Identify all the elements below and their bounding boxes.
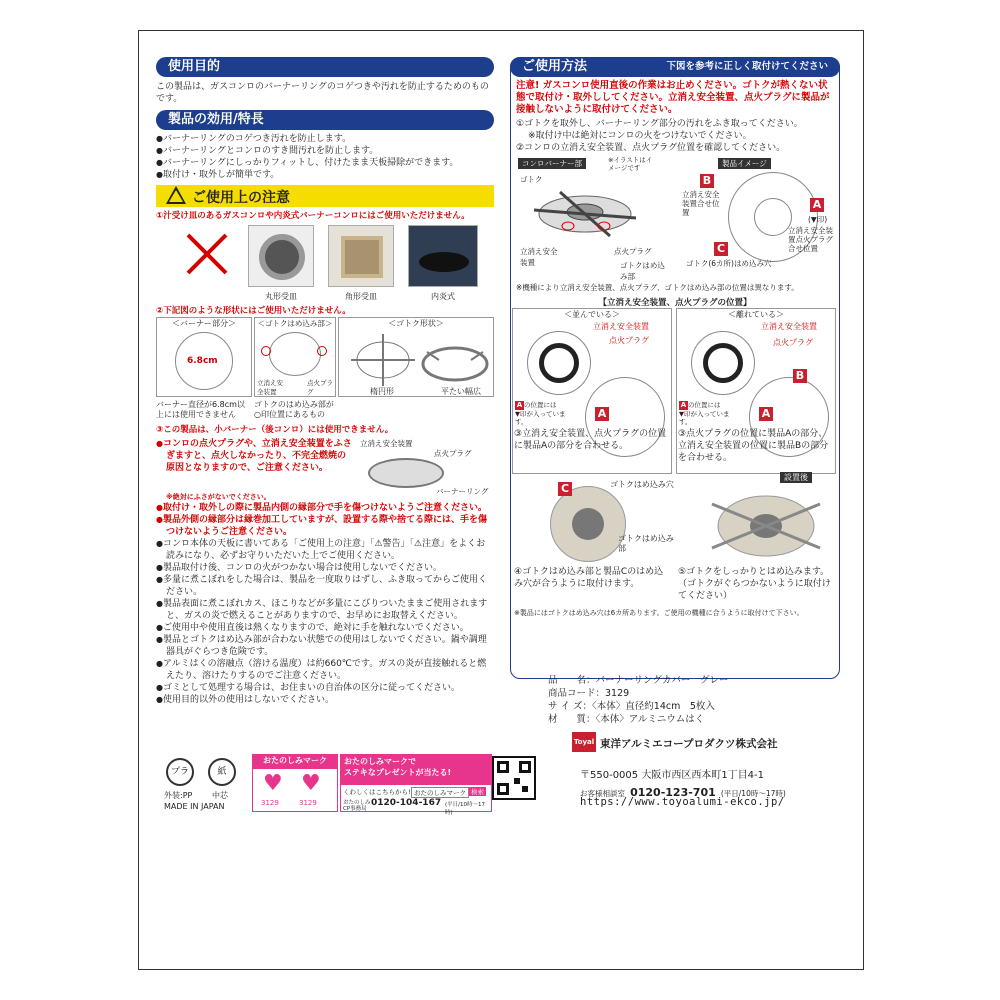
gotoku-label: ゴトク — [520, 175, 543, 184]
phone-hours: (平日/10時～17時) — [720, 789, 786, 798]
step-1: ①ゴトクを取外し、バーナーリング部分の汚れをふき取ってください。 — [516, 119, 803, 129]
inner-flame-photo — [408, 225, 478, 287]
note-item: ● 製品取付け後、コンロの火がつかない場合は使用しないでください。 — [156, 562, 494, 574]
mark-code-1: 3129 — [261, 799, 279, 807]
step-2: ②コンロの立消え安全装置、点火プラグ位置を確認してください。 — [516, 143, 786, 153]
caution-1: ①汁受け皿のあるガスコンロや内炎式バーナーコンロにはご使用いただけません。 — [156, 211, 470, 221]
konro-label: コンロバーナー部 — [518, 158, 586, 169]
spec-row: 商品コード：3129 — [548, 688, 630, 699]
pos-plug-1: 点火プラグ — [609, 336, 649, 345]
usage-red-note: 注意! ガスコンロ使用直後の作業はお止めください。ゴトクが熱くない状態で取付け・取外ししてください。立消え安全装置、点火プラグに製品が接触しないように取付けてください。 — [516, 80, 830, 115]
caution-images — [156, 225, 494, 305]
note-item: ● 製品表面に煮こぼれカス、ほこりなどが多量にこびりついたままご使用されますと、ガスの炎で燃えることがありますので、お早めにお取替えください。 — [156, 598, 494, 622]
plug-label: 点火プラグ — [614, 247, 652, 256]
note-item: ● コンロ本体の天板に書いてある「ご使用上の注意」「⚠警告」「⚠注意」をよくお読みになり、必ずお守りいただいた上でご使用ください。 — [156, 538, 494, 562]
step-5: ⑤ゴトクをしっかりとはめ込みます。（ゴトクがぐらつかないように取付けてください） — [678, 567, 831, 601]
pos-safety-2: 立消え安全装置 — [761, 322, 817, 331]
safety-label: 立消え安全装置 — [520, 247, 558, 267]
purpose-text: この製品は、ガスコンロのバーナーリングのコゲつきや汚れを防止するためのものです。 — [156, 82, 489, 104]
note-item: ● アルミはくの溶融点（溶ける温度）は約660℃です。ガスの炎が直接触れると燃えたり、溶けたりするのでご注意ください。 — [156, 658, 494, 682]
shape-flat-label: 平たい幅広 — [441, 387, 481, 396]
warning-icon — [166, 186, 186, 204]
plug-small: 点火プラグ — [307, 379, 333, 396]
warn-plug: ● コンロの点火プラグや、立消え安全装置をふさぎますと、点火しなかったり、不完全燃焼の原因となりますので、ご注意ください。 — [156, 438, 352, 474]
recycle-paper: 中芯 — [212, 791, 228, 800]
feature-item: ● 取付け・取外しが簡単です。 — [156, 169, 494, 181]
illus-note: ※イラストはイメージです — [608, 156, 653, 172]
tag-a: A — [810, 198, 824, 212]
burner-part-label: ＜バーナー部分＞ — [172, 319, 236, 328]
step-3b: ③点火プラグの位置に製品Aの部分、立消え安全装置の位置に製品Bの部分を合わせる。 — [678, 429, 829, 463]
six-note: ※製品にはゴトクはめ込み穴は6カ所あります。ご使用の機種に合うように取付けて下さい。 — [514, 609, 804, 617]
tag-a: A — [595, 407, 609, 421]
company-name: 東洋アルミエコープロダクツ株式会社 — [600, 738, 778, 750]
gotoku-hole-2: ゴトクはめ込み穴 — [610, 480, 674, 489]
promo-banner — [340, 754, 492, 784]
step-3: ③立消え安全装置、点火プラグの位置に製品Aの部分を合わせる。 — [514, 429, 667, 451]
promo-info-box — [340, 784, 492, 816]
promo-info: くわしくはこちらから! — [343, 788, 411, 796]
installed-figure — [706, 484, 826, 564]
burner-ring-figure — [368, 458, 444, 488]
tag-b: B — [700, 174, 714, 188]
pos-plug-2: 点火プラグ — [773, 338, 813, 347]
c-label: ゴトク(6カ所)はめ込み穴 — [686, 259, 772, 268]
right-column — [510, 57, 840, 618]
recycle-pp: 外装:PP — [164, 791, 193, 800]
address: 〒550-0005 大阪市西区西本町1丁目4-1 — [580, 770, 765, 781]
gotoku-note: ゴトクのはめ込み部が○印位置にあるもの — [254, 400, 334, 419]
round-tray-photo — [248, 225, 314, 287]
spec-block — [548, 674, 838, 726]
shape-oval-label: 楕円形 — [370, 387, 394, 396]
promo-phone: 0120-104-167 — [371, 798, 442, 808]
feature-item: ● バーナーリングとコンロのすき間汚れを防止します。 — [156, 145, 494, 157]
product-image-label: 製品イメージ — [718, 158, 771, 169]
caution-3: ③この製品は、小バーナー（後コンロ）には使用できません。 — [156, 425, 394, 435]
promo-line-2: ステキなプレゼントが当たる! — [344, 768, 452, 777]
feature-item: ● バーナーリングのコゲつき汚れを防止します。 — [156, 133, 494, 145]
shape-diagrams — [156, 317, 494, 427]
feature-item: ● バーナーリングにしっかりフィットし、付けたまま天板掃除ができます。 — [156, 157, 494, 169]
safety-small: 立消え安全装置 — [257, 379, 283, 396]
left-column — [156, 57, 494, 706]
heart-icon: ♥ — [263, 771, 283, 796]
gotoku-hole-label: ゴトクはめ込み部 — [620, 261, 665, 281]
position-title: 【立消え安全装置、点火プラグの位置】 — [598, 298, 752, 308]
burner-note: バーナー直径が6.8cm以上には使用できません — [156, 400, 245, 419]
spec-row: サ イ ズ：〈本体〉直径約14cm 5枚入 — [548, 701, 715, 712]
mark-box — [252, 768, 338, 812]
gotoku-shape-box — [338, 317, 494, 397]
note-item: ● 製品とゴトクはめ込み部が合わない状態での使用はしないでください。鍋や調理器具がぐらつき危険です。 — [156, 634, 494, 658]
tag-c: C — [558, 482, 572, 496]
apart-label: ＜離れている＞ — [728, 310, 784, 319]
step-1-note: ※取付け中は絶対にコンロの火をつけないでください。 — [528, 131, 752, 141]
caution-title: ご使用上の注意 — [192, 190, 290, 206]
b-label: 立消え安全装置合せ位置 — [682, 190, 720, 217]
gotoku-shape-label: ＜ゴトク形状＞ — [388, 319, 444, 328]
promo-search-btn: 検索 — [471, 788, 484, 796]
plug-warning-block — [156, 438, 494, 500]
square-tray-photo — [328, 225, 394, 287]
caution-2: ②下記図のような形状にはご使用いただけません。 — [156, 306, 351, 316]
pos-safety-1: 立消え安全装置 — [593, 322, 649, 331]
gotoku-part-box — [254, 317, 336, 397]
note-item: ● ご使用中や使用直後は熱くなりますので、絶対に手を触れないでください。 — [156, 622, 494, 634]
tag-b: B — [793, 369, 807, 383]
features-title: 製品の効用/特長 — [156, 110, 494, 130]
fig-safety: 立消え安全装置 — [360, 439, 413, 448]
spec-row: 材 質：〈本体〉アルミニウムはく — [548, 714, 705, 725]
burner-diagram — [510, 154, 840, 282]
warn-item: ● 取付け・取外しの際に製品内側の縁部分で手を傷つけないようご注意ください。 — [156, 502, 494, 514]
fig-plug: 点火プラグ — [434, 449, 472, 458]
consult-label: お客様相談室 — [580, 789, 625, 798]
a-label-2: 立消え安全装置点火プラグ合せ位置 — [788, 226, 833, 253]
mark-title: おたのしみマーク — [252, 754, 338, 768]
warn-item: ● 製品外側の縁部分は縁巻加工していますが、設置する際や捨てる際には、手を傷つけないようご注意ください。 — [156, 514, 494, 538]
usage-title: ご使用方法 下図を参考に正しく取付けてください — [510, 57, 840, 77]
features-list — [156, 133, 494, 181]
step-4: ④ゴトクはめ込み部と製品Cのはめ込み穴が合うように取付けます。 — [514, 567, 664, 589]
a-label-1: (▼印) — [808, 215, 828, 224]
img-label-square: 角形受皿 — [345, 292, 377, 301]
qr-code — [492, 756, 536, 800]
note-item: ● 多量に煮こぼれをした場合は、製品を一度取りはずし、ふき取ってからご使用ください。 — [156, 574, 494, 598]
usage-sub: 下図を参考に正しく取付けてください — [666, 61, 828, 72]
phone-number: 0120-123-701 — [630, 786, 716, 799]
paper-recycle-icon: 紙 — [208, 758, 236, 786]
side-by-side-label: ＜並んでいる＞ — [564, 310, 620, 319]
a-pos-note: A の位置には ▼印が入っています。 — [679, 401, 730, 426]
promo-desk: おたのしみCP事務局 — [343, 800, 371, 812]
promo-search: おたのしみマーク — [411, 787, 469, 798]
promo-line-1: おたのしみマークで — [344, 757, 416, 766]
install-figures — [510, 473, 840, 608]
note-item: ● 使用目的以外の使用はしないでください。 — [156, 694, 494, 706]
gotoku-part-2: ゴトクはめ込み部 — [618, 534, 674, 553]
toyal-logo: Toyal — [572, 732, 596, 752]
caution-banner — [156, 185, 494, 207]
note-item: ● ゴミとして処理する場合は、お住まいの自治体の区分に従ってください。 — [156, 682, 494, 694]
tag-c: C — [714, 242, 728, 256]
tag-a: A — [759, 407, 773, 421]
cross-icon — [184, 231, 230, 277]
purpose-title: 使用目的 — [156, 57, 494, 77]
recycle-and-promo — [160, 754, 500, 814]
warn-plug-note: ※絶対にふさがないでください。 — [166, 493, 271, 501]
gotoku-part-label: ＜ゴトクはめ込み部＞ — [257, 319, 333, 328]
promo-hours: (平日/10時～17時) — [445, 802, 485, 816]
burner-part-box — [156, 317, 252, 397]
img-label-inner: 内炎式 — [431, 292, 455, 301]
img-label-round: 丸形受皿 — [265, 292, 297, 301]
mark-code-2: 3129 — [299, 799, 317, 807]
model-note: ※機種により立消え安全装置、点火プラグ、ゴトクはめ込み部の位置は異なります。 — [516, 283, 799, 292]
made-in: MADE IN JAPAN — [164, 802, 225, 811]
installed-label: 設置後 — [780, 472, 812, 483]
notes-list — [156, 538, 494, 706]
fig-ring: バーナーリング — [436, 487, 489, 496]
size-label: 6.8cm — [187, 356, 218, 366]
heart-icon: ♥ — [301, 771, 321, 796]
pla-recycle-icon: プラ — [166, 758, 194, 786]
a-pos-note: A の位置には ▼印が入っています。 — [515, 401, 566, 426]
spec-row: 品 名：バーナーリングカバー グレー — [548, 675, 729, 686]
website-url[interactable]: https://www.toyoalumi-ekco.jp/ — [580, 796, 785, 808]
position-panels — [510, 308, 840, 474]
